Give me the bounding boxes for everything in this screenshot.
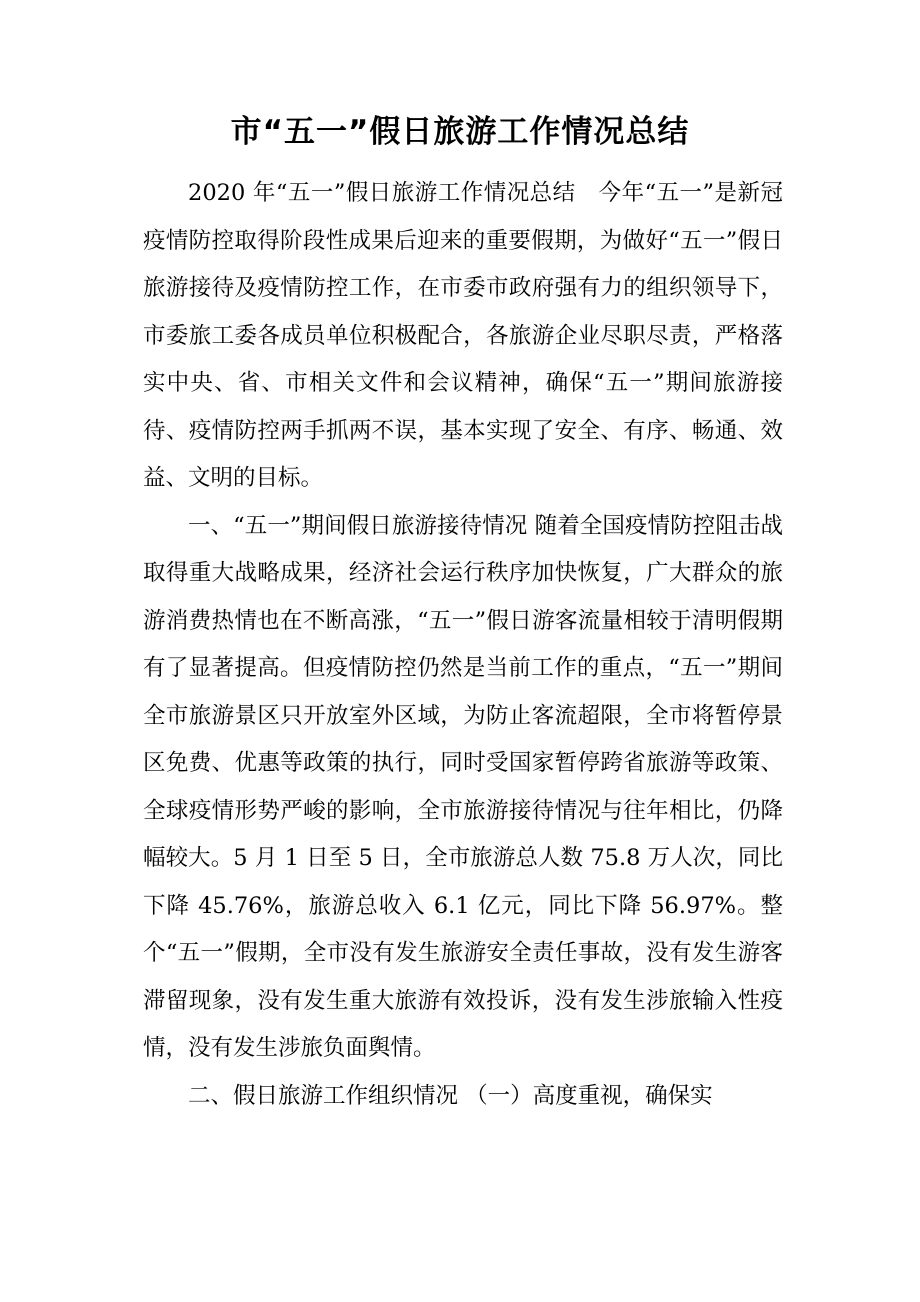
paragraph-organization-situation: 二、假日旅游工作组织情况 （一）高度重视，确保实	[188, 1082, 713, 1109]
document-body	[143, 170, 783, 1120]
paragraph-reception-situation: 一、“五一”期间假日旅游接待情况 随着全国疫情防控阻击战取得重大战略成果，经济社会运行秩序加快恢复，广大群众的旅游消费热情也在不断高涨，“五一”假日游客流量相较于清明假期有了显著提高。但疫情防控仍然是当前工作的重点，“五一”期间全市旅游景区只开放室外区域，为防止客流超限，全市将暂停景区免费、优惠等政策的执行，同时受国家暂停跨省旅游等政策、全球疫情形势严峻的影响，全市旅游接待情况与往年相比，仍降幅较大。5 月 1 日至 5 日，全市旅游总人数 75.8 万人次，同比下降 45.76%，旅游总收入 6.1 亿元，同比下降 56.97%。整个“五一”假期，全市没有发生旅游安全责任事故，没有发生游客滞留现象，没有发生重大旅游有效投诉，没有发生涉旅输入性疫情，没有发生涉旅负面舆情。	[143, 512, 783, 1061]
paragraph-intro: 2020 年“五一”假日旅游工作情况总结 今年“五一”是新冠疫情防控取得阶段性成果后迎来的重要假期，为做好“五一”假日旅游接待及疫情防控工作，在市委市政府强有力的组织领导下，市委旅工委各成员单位积极配合，各旅游企业尽职尽责，严格落实中央、省、市相关文件和会议精神，确保“五一”期间旅游接待、疫情防控两手抓两不误，基本实现了安全、有序、畅通、效益、文明的目标。	[143, 180, 783, 491]
document-title: 市“五一”假日旅游工作情况总结	[230, 114, 690, 150]
